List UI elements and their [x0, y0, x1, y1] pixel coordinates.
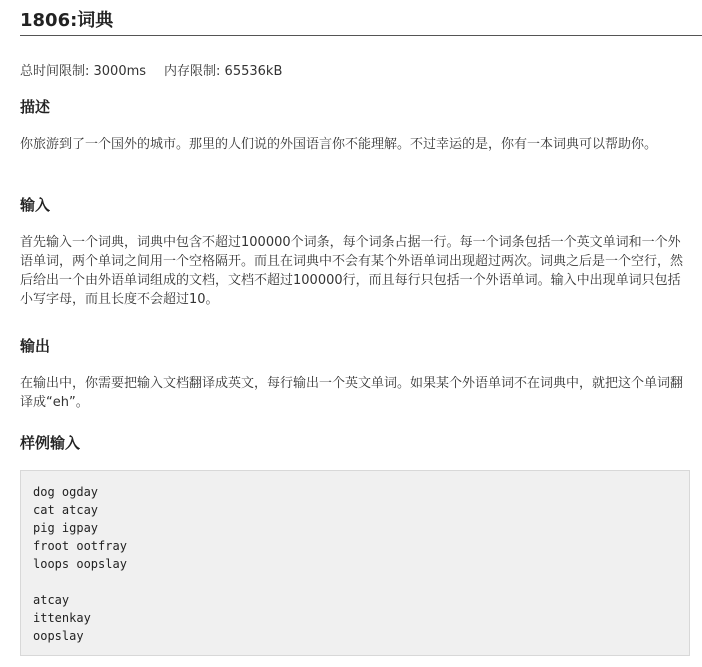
sample-input-box — [20, 470, 690, 656]
limits-line — [20, 60, 282, 79]
description-heading: 描述 — [20, 98, 51, 116]
problem-title: 1806:词典 — [20, 10, 114, 31]
input-heading: 输入 — [20, 196, 51, 214]
output-text: 在输出中，你需要把输入文档翻译成英文，每行输出一个英文单词。如果某个外语单词不在词典中，就把这个单词翻译成“eh”。 — [20, 376, 684, 410]
time-limit: 总时间限制: 3000ms — [20, 64, 147, 79]
input-text: 首先输入一个词典，词典中包含不超过100000个词条，每个词条占据一行。每一个词条包括一个英文单词和一个外语单词，两个单词之间用一个空格隔开。而且在词典中不会有某个外语单词出现超过两次。词典之后是一个空行，然后给出一个由外语单词组成的文档，文档不超过100000行，而且每行只包括一个外语单词。输入中出现单词只包括小写字母，而且长度不会超过10。 — [20, 235, 684, 307]
memory-limit: 内存限制: 65536kB — [164, 64, 283, 79]
output-heading: 输出 — [20, 337, 51, 355]
description-text: 你旅游到了一个国外的城市。那里的人们说的外国语言你不能理解。不过幸运的是，你有一本词典可以帮助你。 — [20, 137, 658, 152]
problem-title-bar — [20, 0, 702, 36]
sample-input-heading: 样例输入 — [20, 434, 81, 452]
sample-input-code: dog ogday cat atcay pig igpay froot ootfray loops oopslay atcay ittenkay oopslay — [33, 485, 127, 643]
